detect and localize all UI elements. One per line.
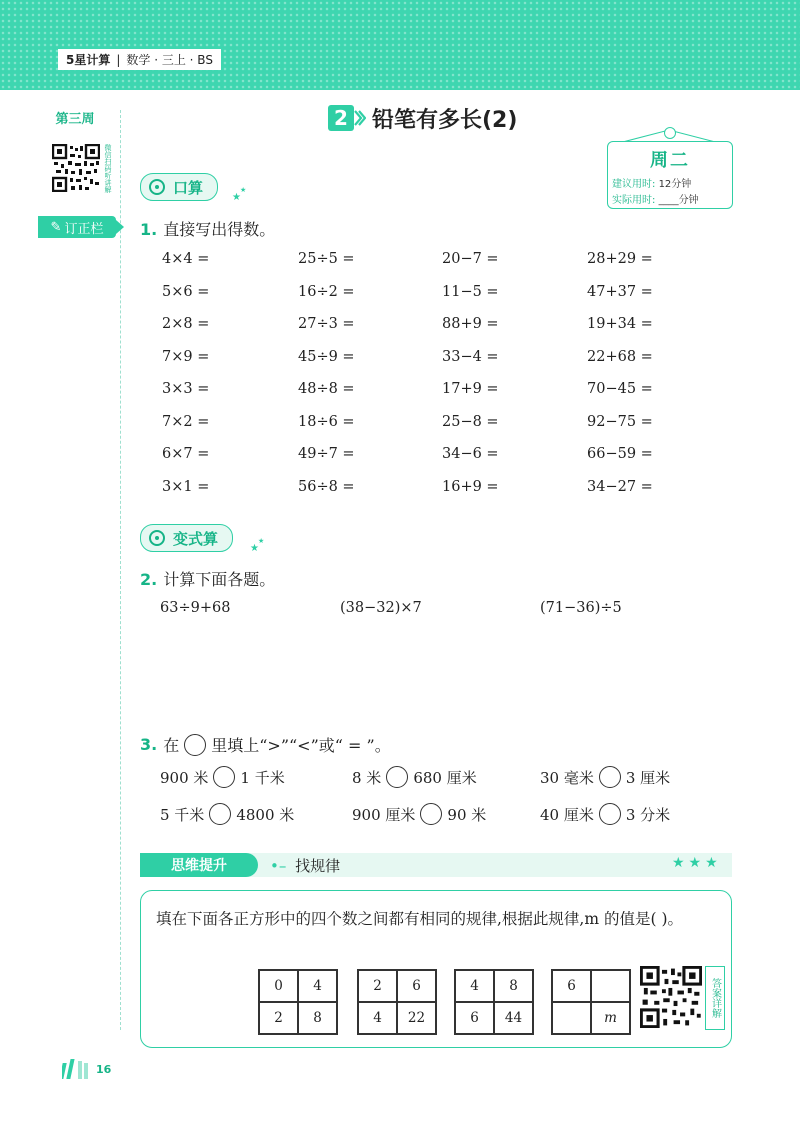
q3-right-value: 3 分米 (625, 805, 671, 824)
circle-blank-icon[interactable] (420, 803, 442, 825)
q1-expression: 34−27 = (587, 478, 653, 495)
q1-expression: 20−7 = (442, 251, 499, 267)
pattern-grid (258, 969, 338, 1035)
circle-blank-icon[interactable] (599, 766, 621, 788)
thinking-tag: 思维提升 (140, 853, 258, 877)
q1-expression: 6×7 = (162, 446, 210, 462)
q1-expression: 16÷2 = (298, 283, 355, 300)
q1-expression: 70−45 = (587, 381, 653, 397)
thinking-text: 填在下面各正方形中的四个数之间都有相同的规律,根据此规律,m 的值是( )。 (156, 910, 684, 928)
circle-blank-icon[interactable] (599, 803, 621, 825)
q2-item: (38−32)×7 (340, 600, 422, 616)
q3-left-value: 900 厘米 (352, 805, 416, 824)
circle-blank-icon (184, 734, 206, 756)
section-variant-label: 变式算 (173, 529, 219, 548)
day-title: 周二 (650, 150, 690, 171)
day-card (607, 141, 733, 209)
suggested-time-label: 建议用时: (612, 179, 656, 190)
qr-note: 微信扫码听讲解 (104, 144, 112, 193)
q3-right-value: 680 厘米 (413, 768, 477, 787)
circle-blank-icon[interactable] (209, 803, 231, 825)
difficulty-stars: ★★★ (672, 855, 722, 871)
grid-cell: 6 (397, 970, 436, 1002)
q1-expression: 34−6 = (442, 446, 499, 462)
qr-code-icon[interactable] (52, 144, 100, 192)
actual-time (612, 191, 699, 206)
q1-expression: 11−5 = (442, 283, 499, 300)
q3-prompt-pre: 在 (163, 736, 180, 755)
q2-prompt: 计算下面各题。 (163, 570, 276, 589)
q1-expression: 25÷5 = (298, 251, 355, 267)
q2-item: (71−36)÷5 (540, 600, 622, 616)
grid-cell: 2 (259, 1002, 298, 1034)
star-icon: ★ (240, 186, 247, 194)
q3-right-value: 90 米 (447, 805, 487, 824)
section-oral-tag (140, 173, 218, 201)
q1-expression: 18÷6 = (298, 413, 355, 430)
q1-expression: 45÷9 = (298, 348, 355, 365)
grid-cell: 44 (494, 1002, 533, 1034)
q3-comparison (352, 766, 477, 788)
lesson-title: 铅笔有多长(2) (372, 108, 518, 133)
q3-left-value: 40 厘米 (540, 805, 594, 824)
lesson-number: 2 (328, 105, 354, 131)
pattern-grid (551, 969, 631, 1035)
pin-icon (664, 127, 676, 139)
q3-right-value: 4800 米 (236, 805, 295, 824)
section-oral-label: 口算 (173, 178, 204, 197)
q3-comparison (540, 803, 670, 825)
correction-tab (38, 216, 116, 238)
grid-cell (552, 1002, 591, 1034)
q3-comparison (160, 766, 285, 788)
suggested-time-value: 12分钟 (658, 179, 692, 190)
grid-cell: 4 (455, 970, 494, 1002)
q1-expression: 7×2 = (162, 413, 210, 430)
q1-expression: 28+29 = (587, 251, 653, 267)
q3-comparison (352, 803, 486, 825)
star-icon: ★ (232, 192, 241, 203)
q1-expression: 3×3 = (162, 381, 210, 397)
q1-expression: 4×4 = (162, 251, 210, 267)
q1-expression: 27÷3 = (298, 316, 355, 332)
grid-cell: 6 (552, 970, 591, 1002)
star-icon: ★ (250, 543, 259, 554)
q1-number: 1. (140, 220, 158, 239)
q3-title (140, 733, 391, 756)
q3-left-value: 30 毫米 (540, 768, 594, 787)
q3-left-value: 5 千米 (160, 805, 205, 824)
answer-note: 答案详解 (705, 966, 725, 1030)
q3-right-value: 3 厘米 (625, 768, 671, 787)
grid-cell: 8 (494, 970, 533, 1002)
circle-blank-icon[interactable] (213, 766, 235, 788)
dash-icon: •– (270, 857, 287, 875)
qr-code-icon[interactable] (640, 966, 702, 1028)
grid-cell: 8 (298, 1002, 337, 1034)
grid-cell: 2 (358, 970, 397, 1002)
books-icon (62, 1057, 96, 1079)
week-label: 第三周 (55, 112, 95, 127)
chevron-right-icon (354, 110, 366, 126)
q1-expression: 33−4 = (442, 348, 499, 365)
grid-cell (591, 970, 630, 1002)
grid-cell: 6 (455, 1002, 494, 1034)
q1-expression: 16+9 = (442, 478, 499, 495)
q1-expression: 2×8 = (162, 316, 210, 332)
q2-number: 2. (140, 570, 158, 589)
q1-expression: 92−75 = (587, 413, 653, 430)
brand-label: 5星计算 (66, 53, 111, 67)
actual-time-label: 实际用时: (612, 195, 656, 206)
q3-comparison (160, 803, 294, 825)
star-icon: ★ (258, 537, 265, 545)
q1-expression: 17+9 = (442, 381, 499, 397)
q1-expression: 56÷8 = (298, 478, 355, 495)
margin-rule (120, 110, 121, 1030)
q1-expression: 25−8 = (442, 413, 499, 430)
pattern-grid (357, 969, 437, 1035)
stopwatch-icon (149, 179, 165, 195)
grid-cell: 22 (397, 1002, 436, 1034)
q3-right-value: 1 千米 (240, 768, 285, 787)
suggested-time (612, 175, 691, 190)
q1-expression: 22+68 = (587, 348, 653, 365)
q3-left-value: 8 米 (352, 768, 382, 787)
q1-expression: 47+37 = (587, 283, 653, 300)
correction-label: 订正栏 (64, 221, 104, 237)
q3-number: 3. (140, 735, 158, 754)
q1-expression: 88+9 = (442, 316, 499, 332)
q2-item: 63÷9+68 (160, 600, 231, 616)
thinking-subtitle-text: 找规律 (295, 857, 341, 875)
page-number: 16 (96, 1063, 112, 1076)
q3-prompt-post: 里填上“>”“<”或“ = ”。 (211, 736, 391, 755)
q1-expression: 48÷8 = (298, 381, 355, 397)
header-band (0, 0, 800, 90)
q1-expression: 66−59 = (587, 446, 653, 462)
book-tag: 5星计算 | 数学 · 三上 · BS (58, 49, 221, 70)
pattern-grid (454, 969, 534, 1035)
q1-expression: 3×1 = (162, 478, 210, 495)
grid-cell: 4 (298, 970, 337, 1002)
q2-title (140, 567, 275, 590)
grid-cell: 0 (259, 970, 298, 1002)
grid-cell: m (591, 1002, 630, 1034)
circle-blank-icon[interactable] (386, 766, 408, 788)
actual-time-value: ____分钟 (658, 195, 699, 206)
q1-prompt: 直接写出得数。 (163, 220, 276, 239)
q1-expression: 49÷7 = (298, 446, 355, 462)
q1-expression: 5×6 = (162, 283, 210, 300)
q1-expression: 7×9 = (162, 348, 210, 365)
subject-label: 数学 · 三上 · BS (126, 53, 213, 67)
section-variant-tag (140, 524, 233, 552)
target-icon (149, 530, 165, 546)
q3-left-value: 900 米 (160, 768, 209, 787)
q1-title (140, 217, 275, 240)
q3-comparison (540, 766, 670, 788)
q1-expression: 19+34 = (587, 316, 653, 332)
thinking-subtitle (270, 855, 340, 876)
grid-cell: 4 (358, 1002, 397, 1034)
pencil-icon: ✎ (50, 219, 62, 235)
